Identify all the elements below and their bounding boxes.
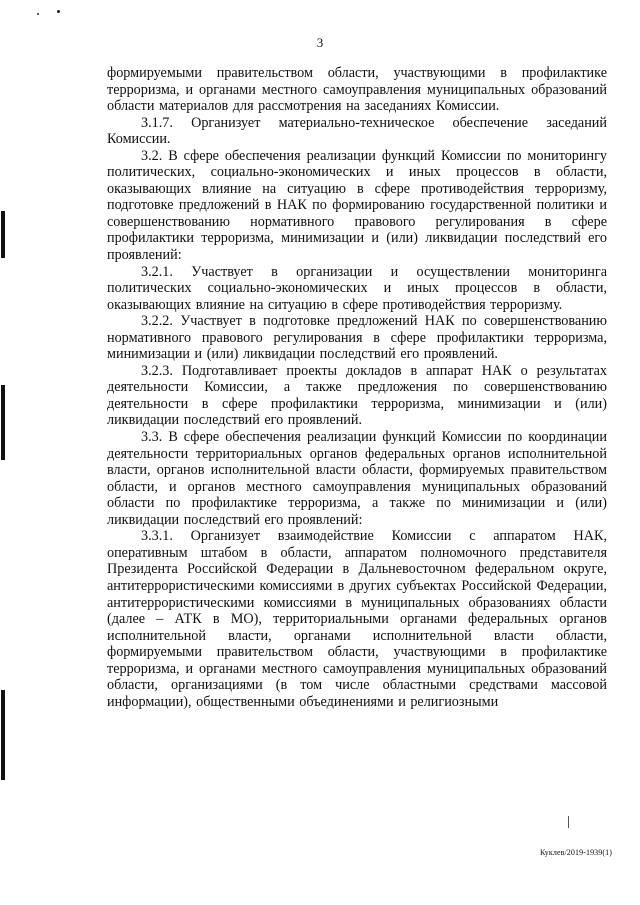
scan-tick-mark [568,816,569,828]
scan-speck [57,10,60,13]
paragraph-3-1-7: 3.1.7. Организует материально-техническое обеспечение заседаний Комиссии. [107,114,607,148]
page-number: 3 [316,35,324,50]
paragraph-3-3-1: 3.3.1. Организует взаимодействие Комиссии с аппаратом НАК, оперативным штабом в области, аппаратом полномочного представителя Президента Российской Федерации в Дальневосточном федеральном округе, антитеррористическими комиссиями в других субъектах Российской Федерации, антитеррористическими комиссиями в муниципальных образованиях области (далее – АТК в МО), территориальными органами федеральных органов исполнительной власти, органами исполнительной власти области, формируемыми правительством области, участвующими в профилактике терроризма, и органами местного самоуправления муниципальных образований области, организациями (в том числе областными средствами массовой информации), общественными объединениями и религиозными [107,528,607,710]
scan-edge-mark [1,690,5,780]
paragraph-3-3: 3.3. В сфере обеспечения реализации функций Комиссии по координации деятельности территориальных органов федеральных органов исполнительной власти, органов исполнительной власти области, формируемых правительством области, и органов местного самоуправления муниципальных образований области по профилактике терроризма, а также по минимизации и (или) ликвидации последствий его проявлений: [107,429,607,528]
scan-edge-mark [1,211,5,258]
paragraph-3-2: 3.2. В сфере обеспечения реализации функций Комиссии по мониторингу политических, социально-экономических и иных процессов в области, оказывающих влияние на ситуацию в сфере противодействия терроризму, подготовке предложений в НАК по формированию государственной политики и совершенствованию нормативного правового регулирования в сфере профилактики терроризма, минимизации и (или) ликвидации последствий его проявлений: [107,147,607,264]
scan-speck [37,13,39,15]
paragraph-3-2-2: 3.2.2. Участвует в подготовке предложений НАК по совершенствованию нормативного правового регулирования в сфере профилактики терроризма, минимизации и (или) ликвидации последствий его проявлений. [107,313,607,363]
paragraph-3-2-3: 3.2.3. Подготавливает проекты докладов в аппарат НАК о результатах деятельности Комиссии, а также предложения по совершенствованию деятельности в сфере профилактики терроризма, минимизации и (или) ликвидации последствий его проявлений. [107,362,607,429]
paragraph-3-2-1: 3.2.1. Участвует в организации и осуществлении мониторинга политических социально-экономических и иных процессов в области, оказывающих влияние на ситуацию в сфере противодействия терроризму. [107,263,607,313]
document-body [107,65,607,710]
paragraph-continuation: формируемыми правительством области, участвующими в профилактике терроризма, и органами местного самоуправления муниципальных образований области материалов для рассмотрения на заседаниях Комиссии. [107,65,607,115]
document-footer-code: Куклев/2019-1939(1) [539,848,612,857]
scan-edge-mark [1,385,5,460]
